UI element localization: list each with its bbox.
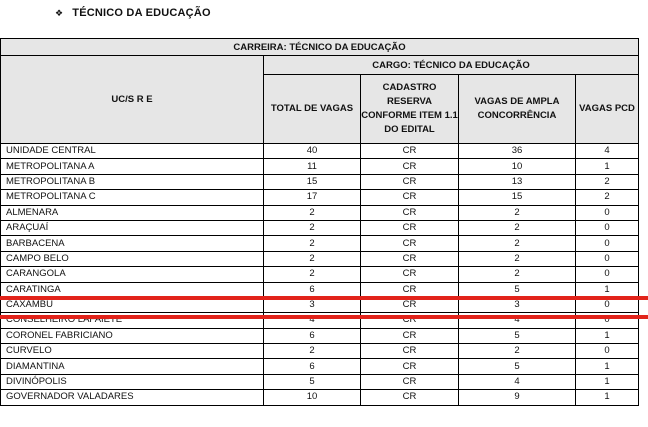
table-body bbox=[1, 144, 639, 406]
row-ampla: 2 bbox=[459, 251, 576, 266]
row-ampla: 13 bbox=[459, 174, 576, 189]
row-ampla: 2 bbox=[459, 205, 576, 220]
row-total: 17 bbox=[264, 190, 361, 205]
row-ampla: 9 bbox=[459, 390, 576, 405]
row-pcd: 0 bbox=[576, 313, 639, 328]
row-name: UNIDADE CENTRAL bbox=[1, 144, 264, 159]
column-header-total: TOTAL DE VAGAS bbox=[264, 75, 361, 144]
row-pcd: 2 bbox=[576, 190, 639, 205]
row-name: DIAMANTINA bbox=[1, 359, 264, 374]
row-cadastro: CR bbox=[361, 236, 459, 251]
diamond-bullet-icon: ❖ bbox=[55, 7, 64, 18]
table-row bbox=[1, 174, 639, 189]
row-name: CAMPO BELO bbox=[1, 251, 264, 266]
row-ampla: 5 bbox=[459, 282, 576, 297]
section-heading bbox=[55, 7, 211, 19]
row-name: ALMENARA bbox=[1, 205, 264, 220]
row-cadastro: CR bbox=[361, 220, 459, 235]
row-total: 4 bbox=[264, 313, 361, 328]
table-row bbox=[1, 297, 639, 312]
row-cadastro: CR bbox=[361, 328, 459, 343]
row-name: METROPOLITANA C bbox=[1, 190, 264, 205]
table-row bbox=[1, 251, 639, 266]
table-row bbox=[1, 159, 639, 174]
column-header-cadastro: CADASTRO RESERVA CONFORME ITEM 1.1 DO EDITAL bbox=[361, 75, 459, 144]
career-header: CARREIRA: TÉCNICO DA EDUCAÇÃO bbox=[1, 39, 639, 56]
cargo-header: CARGO: TÉCNICO DA EDUCAÇÃO bbox=[264, 56, 639, 75]
row-ampla: 36 bbox=[459, 144, 576, 159]
row-name: ARAÇUAÍ bbox=[1, 220, 264, 235]
row-pcd: 1 bbox=[576, 390, 639, 405]
table-row bbox=[1, 374, 639, 389]
row-ampla: 15 bbox=[459, 190, 576, 205]
row-cadastro: CR bbox=[361, 344, 459, 359]
row-cadastro: CR bbox=[361, 374, 459, 389]
table-row bbox=[1, 313, 639, 328]
row-cadastro: CR bbox=[361, 297, 459, 312]
table-row bbox=[1, 359, 639, 374]
row-name: CONSELHEIRO LAFAIETE bbox=[1, 313, 264, 328]
row-cadastro: CR bbox=[361, 174, 459, 189]
table-row bbox=[1, 236, 639, 251]
row-pcd: 2 bbox=[576, 174, 639, 189]
row-name: DIVINÓPOLIS bbox=[1, 374, 264, 389]
row-cadastro: CR bbox=[361, 205, 459, 220]
table-row bbox=[1, 267, 639, 282]
section-heading-text: TÉCNICO DA EDUCAÇÃO bbox=[72, 7, 211, 19]
table-row bbox=[1, 344, 639, 359]
vacancies-table bbox=[0, 38, 639, 406]
column-header-ampla: VAGAS DE AMPLA CONCORRÊNCIA bbox=[459, 75, 576, 144]
row-pcd: 0 bbox=[576, 220, 639, 235]
row-pcd: 4 bbox=[576, 144, 639, 159]
row-name: GOVERNADOR VALADARES bbox=[1, 390, 264, 405]
row-cadastro: CR bbox=[361, 267, 459, 282]
column-header-uc: UC/S R E bbox=[1, 56, 264, 144]
row-total: 6 bbox=[264, 282, 361, 297]
row-total: 10 bbox=[264, 390, 361, 405]
row-pcd: 0 bbox=[576, 297, 639, 312]
row-name: CAXAMBU bbox=[1, 297, 264, 312]
row-total: 2 bbox=[264, 344, 361, 359]
table-row bbox=[1, 220, 639, 235]
row-total: 11 bbox=[264, 159, 361, 174]
row-cadastro: CR bbox=[361, 190, 459, 205]
row-cadastro: CR bbox=[361, 144, 459, 159]
row-pcd: 1 bbox=[576, 374, 639, 389]
table-row bbox=[1, 190, 639, 205]
table-row bbox=[1, 390, 639, 405]
row-ampla: 10 bbox=[459, 159, 576, 174]
row-pcd: 0 bbox=[576, 267, 639, 282]
row-total: 5 bbox=[264, 374, 361, 389]
row-cadastro: CR bbox=[361, 282, 459, 297]
row-name: CORONEL FABRICIANO bbox=[1, 328, 264, 343]
row-ampla: 5 bbox=[459, 359, 576, 374]
row-pcd: 1 bbox=[576, 159, 639, 174]
row-total: 2 bbox=[264, 220, 361, 235]
row-total: 3 bbox=[264, 297, 361, 312]
row-total: 15 bbox=[264, 174, 361, 189]
row-total: 2 bbox=[264, 205, 361, 220]
row-cadastro: CR bbox=[361, 359, 459, 374]
row-name: BARBACENA bbox=[1, 236, 264, 251]
row-cadastro: CR bbox=[361, 313, 459, 328]
row-pcd: 0 bbox=[576, 205, 639, 220]
row-pcd: 1 bbox=[576, 282, 639, 297]
row-ampla: 2 bbox=[459, 267, 576, 282]
row-pcd: 0 bbox=[576, 251, 639, 266]
row-cadastro: CR bbox=[361, 251, 459, 266]
table-row bbox=[1, 328, 639, 343]
table-row bbox=[1, 205, 639, 220]
row-total: 2 bbox=[264, 251, 361, 266]
row-ampla: 2 bbox=[459, 220, 576, 235]
table-row bbox=[1, 282, 639, 297]
row-total: 2 bbox=[264, 267, 361, 282]
row-pcd: 0 bbox=[576, 344, 639, 359]
row-name: CURVELO bbox=[1, 344, 264, 359]
row-ampla: 3 bbox=[459, 297, 576, 312]
row-total: 40 bbox=[264, 144, 361, 159]
row-pcd: 0 bbox=[576, 236, 639, 251]
vacancies-table-wrapper bbox=[0, 38, 639, 406]
row-pcd: 1 bbox=[576, 359, 639, 374]
row-cadastro: CR bbox=[361, 159, 459, 174]
row-total: 6 bbox=[264, 328, 361, 343]
row-name: METROPOLITANA B bbox=[1, 174, 264, 189]
table-row bbox=[1, 144, 639, 159]
row-ampla: 5 bbox=[459, 328, 576, 343]
column-header-pcd: VAGAS PCD bbox=[576, 75, 639, 144]
row-ampla: 4 bbox=[459, 313, 576, 328]
row-ampla: 4 bbox=[459, 374, 576, 389]
row-ampla: 2 bbox=[459, 344, 576, 359]
row-name: METROPOLITANA A bbox=[1, 159, 264, 174]
row-total: 2 bbox=[264, 236, 361, 251]
row-name: CARATINGA bbox=[1, 282, 264, 297]
row-cadastro: CR bbox=[361, 390, 459, 405]
row-total: 6 bbox=[264, 359, 361, 374]
row-ampla: 2 bbox=[459, 236, 576, 251]
row-pcd: 1 bbox=[576, 328, 639, 343]
row-name: CARANGOLA bbox=[1, 267, 264, 282]
